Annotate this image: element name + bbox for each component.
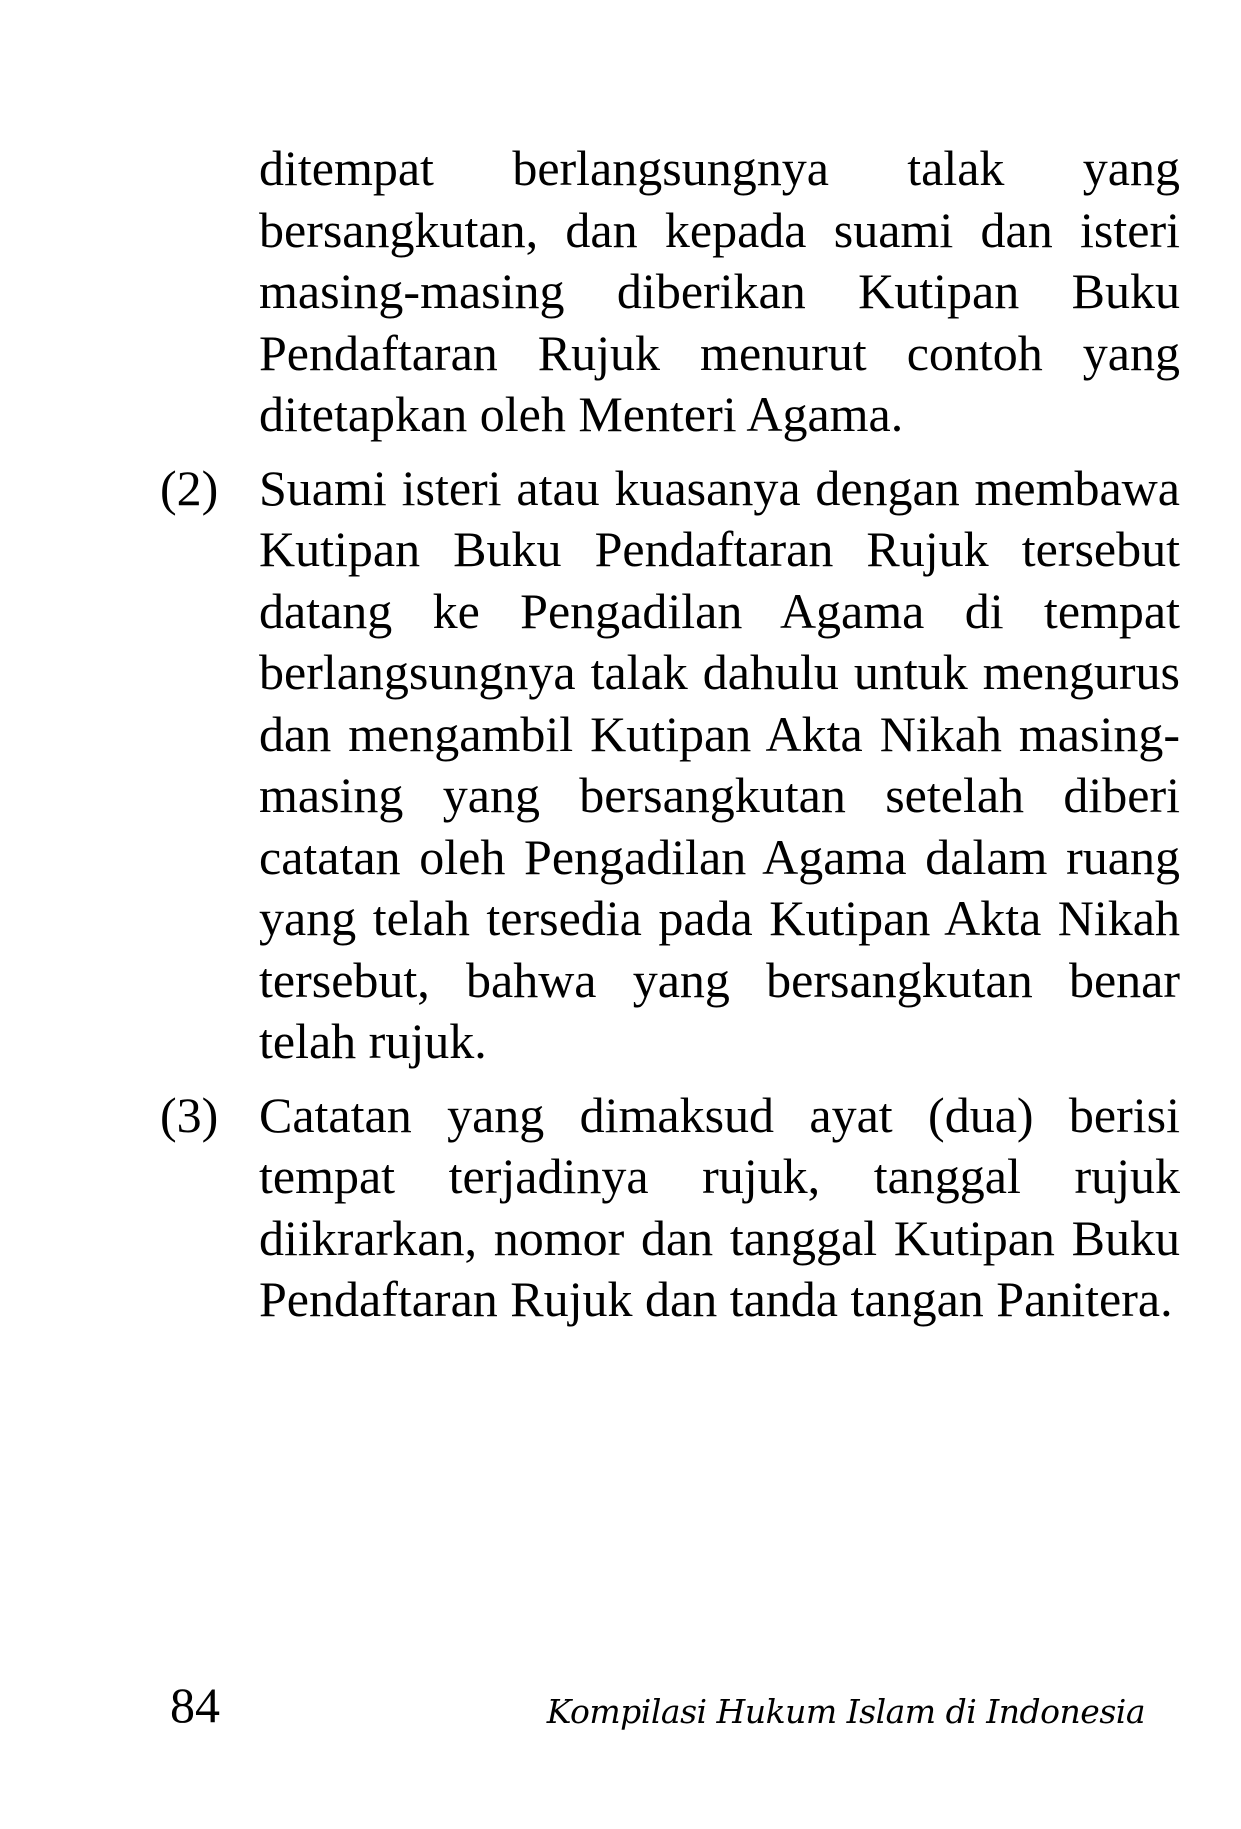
list-item-3 (160, 1085, 1180, 1331)
running-footer-title: Kompilasi Hukum Islam di Indonesia (546, 1692, 1145, 1731)
item-text: Catatan yang dimaksud ayat (dua) berisi tempat terjadinya rujuk, tanggal rujuk diikrarkan, nomor dan tanggal Kutipan Buku Pendaftaran Rujuk dan tanda tangan Panitera. (259, 1086, 1180, 1327)
page-number: 84 (170, 1677, 220, 1733)
continuation-paragraph: ditempat berlangsungnya talak yang bersangkutan, dan kepada suami dan isteri masing-masing diberikan Kutipan Buku Pendaftaran Rujuk menurut contoh yang ditetapkan oleh Menteri Agama. (259, 140, 1180, 442)
item-number: (2) (160, 459, 219, 516)
list-item-2 (160, 458, 1180, 1073)
item-number: (3) (160, 1086, 219, 1143)
item-text: Suami isteri atau kuasanya dengan membawa Kutipan Buku Pendaftaran Rujuk tersebut datang ke Pengadilan Agama di tempat berlangsungnya talak dahulu untuk mengurus dan mengambil Kutipan Akta Nikah masing-masing yang bersangkutan setelah diberi catatan oleh Pengadilan Agama dalam ruang yang telah tersedia pada Kutipan Akta Nikah tersebut, bahwa yang bersangkutan benar telah rujuk. (259, 459, 1180, 1069)
page-body (160, 138, 1180, 1331)
